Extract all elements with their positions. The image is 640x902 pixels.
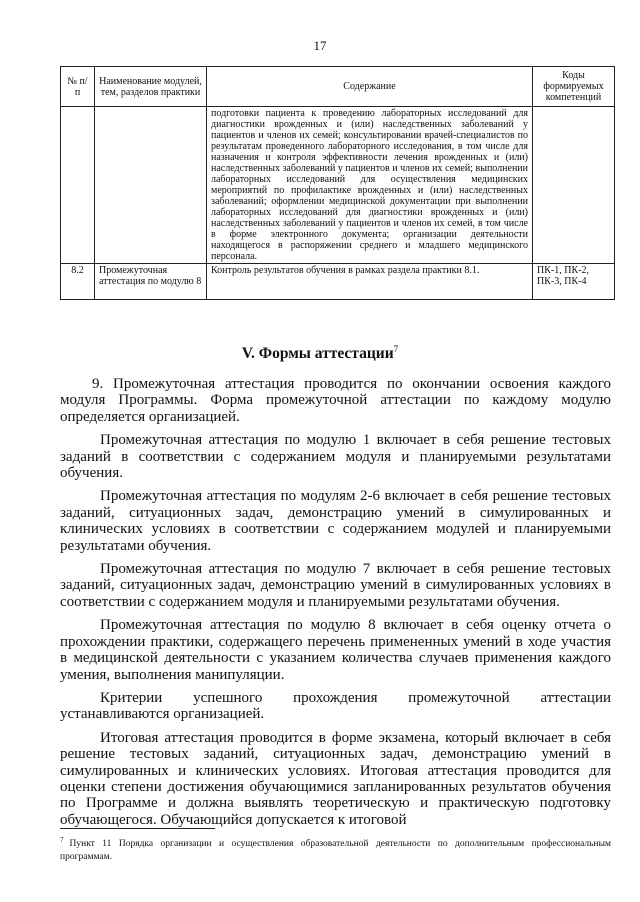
footnote-ref: 7 — [393, 344, 399, 354]
cell-num — [61, 107, 95, 264]
footnote-text: Пункт 11 Порядка организации и осуществления образовательной деятельности по дополнительным профессиональным программам. — [60, 839, 611, 863]
program-table — [60, 66, 615, 300]
cell-num: 8.2 — [61, 264, 95, 300]
footnote-mark: 7 — [60, 836, 64, 844]
paragraph: Промежуточная аттестация по модулям 2-6 включает в себя решение тестовых заданий, ситуационных задач, демонстрацию умений в симулированных и клинических условиях в соответствии с содержанием модулей и планируемыми результатами обучения. — [60, 488, 611, 554]
header-num: № п/п — [61, 67, 95, 107]
paragraph: Итоговая аттестация проводится в форме экзамена, который включает в себя решение тестовых заданий, ситуационных задач, демонстрацию умений в симулированных и клинических условиях. Итоговая аттестация проводится для оценки степени достижения обучающимися запланированных результатов обучения по Программе и должна выявлять теоретическую и практическую подготовку обучающегося. Обучающийся допускается к итоговой — [60, 729, 611, 828]
cell-module — [95, 107, 207, 264]
header-codes: Коды формируемых компетенций — [533, 67, 615, 107]
header-content: Содержание — [207, 67, 533, 107]
paragraph: Критерии успешного прохождения промежуточной аттестации устанавливаются организацией. — [60, 689, 611, 723]
footnote-divider — [60, 828, 215, 829]
paragraph: Промежуточная аттестация по модулю 1 включает в себя решение тестовых заданий в соответствии с содержанием модуля и планируемыми результатами обучения. — [60, 432, 611, 482]
cell-module: Промежуточная аттестация по модулю 8 — [95, 264, 207, 300]
cell-codes — [533, 107, 615, 264]
paragraph: Промежуточная аттестация по модулю 7 включает в себя решение тестовых заданий, ситуационных задач, демонстрацию умений в симулированных условиях в соответствии с содержанием модуля и планируемыми результатами обучения. — [60, 561, 611, 610]
table-header-row — [61, 67, 615, 107]
paragraph: Промежуточная аттестация по модулю 8 включает в себя оценку отчета о прохождении практики, содержащего перечень примененных умений в ходе участия в медицинской деятельности с указанием количества случаев применения каждого умения, выполнения манипуляции. — [60, 617, 611, 683]
cell-codes: ПК-1, ПК-2, ПК-3, ПК-4 — [533, 264, 615, 300]
cell-content: подготовки пациента к проведению лабораторных исследований для диагностики врожденных и (или) наследственных заболеваний у пациентов и членов их семей; консультировании врачей-специалистов по результатам проведенного лабораторного исследования, в том числе для назначения и контроля эффективности лечения врожденных и (или) наследственных заболеваний у пациентов и членов их семей; выполнении лабораторных исследований для осуществления медицинских мероприятий по профилактике врожденных и (или) наследственных заболеваний; оформлении медицинской документации при выполнении лабораторных исследований для диагностики врожденных и (или) наследственных заболеваний у пациентов и членов их семей, в том числе в форме электронного документа; организации деятельности находящегося в распоряжении среднего и младшего медицинского персонала. — [207, 107, 533, 264]
cell-content: Контроль результатов обучения в рамках раздела практики 8.1. — [207, 264, 533, 300]
header-module: Наименование модулей, тем, разделов практики — [95, 67, 207, 107]
body-text — [60, 376, 611, 835]
section-title — [0, 344, 640, 363]
page-number: 17 — [313, 38, 327, 53]
footnote — [60, 834, 611, 864]
paragraph: 9. Промежуточная аттестация проводится по окончании освоения каждого модуля Программы. Форма промежуточной аттестации по каждому модулю определяется организацией. — [60, 376, 611, 425]
section-title-text: V. Формы аттестации — [241, 345, 394, 363]
table-row — [61, 264, 615, 300]
table-row — [61, 107, 615, 264]
